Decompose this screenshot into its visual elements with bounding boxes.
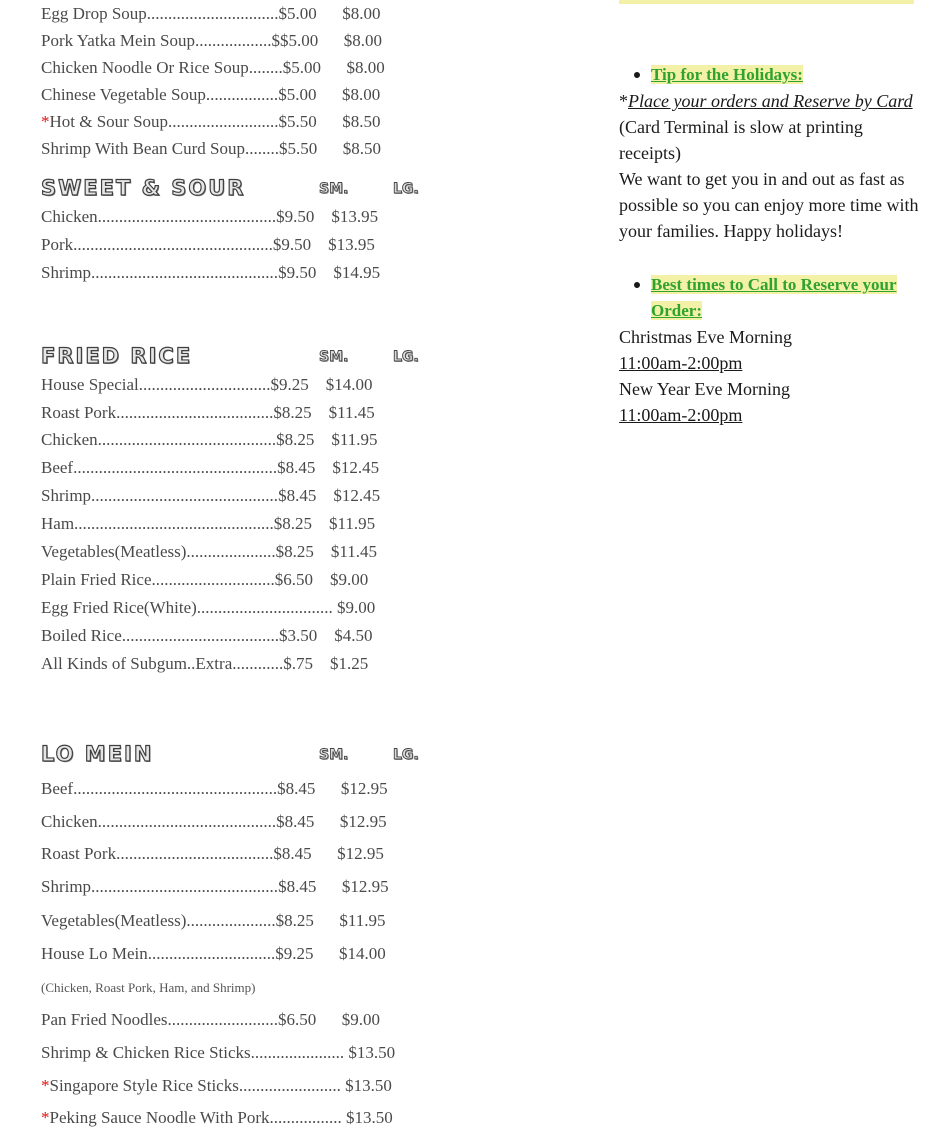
menu-item-row	[41, 911, 386, 931]
item-name: Chicken..........................................	[41, 812, 277, 831]
item-name: Shrimp............................................	[41, 877, 279, 896]
spicy-star-icon: *	[41, 112, 50, 131]
menu-item-row	[41, 944, 386, 964]
large-price: $12.45	[333, 486, 381, 505]
menu-item-row	[41, 85, 380, 105]
menu-item-row	[41, 1108, 393, 1128]
large-price: $11.95	[331, 430, 378, 449]
item-name: Roast Pork.....................................	[41, 403, 274, 422]
menu-item-row	[41, 31, 382, 51]
small-price: $8.45	[273, 844, 312, 863]
item-name: Shrimp With Bean Curd Soup........	[41, 139, 279, 158]
item-name: Roast Pork.....................................	[41, 844, 274, 863]
time-2: 11:00am-2:00pm	[619, 405, 743, 425]
large-size-label: LG.	[393, 181, 419, 197]
item-name: House Special...............................	[41, 375, 271, 394]
small-price: $5.00	[278, 4, 317, 23]
menu-item-row	[41, 139, 381, 159]
small-size-label: SM.	[319, 747, 349, 763]
menu-item-row	[41, 458, 379, 478]
spicy-star-icon: *	[41, 1108, 50, 1127]
large-price: $11.45	[328, 403, 375, 422]
small-price: $9.25	[270, 375, 309, 394]
item-name: Plain Fried Rice.............................	[41, 570, 275, 589]
small-price: $9.25	[275, 944, 314, 963]
spicy-star-icon: *	[41, 1076, 50, 1095]
section-title: SWEET & SOUR	[41, 176, 246, 200]
large-price: $14.95	[333, 263, 381, 282]
best-times-list	[619, 324, 924, 428]
menu-item-row	[41, 844, 384, 864]
large-price: $8.00	[341, 85, 381, 104]
large-price: $13.50	[345, 1076, 392, 1095]
section-title: FRIED RICE	[41, 344, 193, 368]
day-2: New Year Eve Morning	[619, 379, 790, 399]
large-price: $12.95	[341, 877, 389, 896]
tip-text	[619, 88, 924, 244]
tip-heading: Tip for the Holidays:	[651, 65, 803, 84]
small-price: $8.25	[275, 911, 314, 930]
large-price: $8.00	[346, 58, 385, 77]
menu-item-row	[41, 570, 368, 590]
small-price: $5.00	[278, 85, 317, 104]
item-name: All Kinds of Subgum..Extra............	[41, 654, 284, 673]
menu-item-row	[41, 235, 375, 255]
small-price: $8.45	[278, 877, 317, 896]
item-name: Egg Fried Rice(White)................................	[41, 598, 333, 617]
best-times-heading: Best times to Call to Reserve your Order:	[651, 275, 897, 320]
item-name: Pork Yatka Mein Soup..................	[41, 31, 272, 50]
small-price: $3.50	[278, 626, 318, 645]
sweet-sour-header	[41, 176, 421, 204]
item-name: Chicken..........................................	[41, 207, 277, 226]
item-name: Egg Drop Soup...............................	[41, 4, 279, 23]
small-price: $8.45	[276, 812, 315, 831]
small-price: $8.45	[277, 458, 316, 477]
item-name: Shrimp & Chicken Rice Sticks......................	[41, 1043, 345, 1062]
large-price: $13.50	[348, 1043, 396, 1062]
lo-mein-header	[41, 742, 421, 770]
fried-rice-header	[41, 344, 421, 372]
item-name: Pan Fried Noodles..........................	[41, 1010, 279, 1029]
menu-item-row	[41, 4, 381, 24]
item-name: Peking Sauce Noodle With Pork.................	[49, 1108, 342, 1127]
large-price: $1.25	[330, 654, 369, 673]
large-price: $12.95	[339, 812, 387, 831]
large-price: $11.45	[330, 542, 378, 561]
tip-body: We want to get you in and out as fast as possible so you can enjoy more time with your families. Happy holidays!	[619, 169, 919, 241]
small-price: $$5.00	[271, 31, 319, 50]
large-price: $12.45	[332, 458, 380, 477]
menu-item-row	[41, 430, 378, 450]
small-price: $6.50	[274, 570, 313, 589]
large-price: $8.50	[342, 112, 381, 131]
menu-item-row	[41, 1010, 380, 1030]
item-name: Hot & Sour Soup..........................	[49, 112, 279, 131]
small-price: $9.50	[272, 235, 312, 254]
large-price: $12.95	[340, 779, 388, 798]
small-price: $8.25	[276, 430, 315, 449]
item-name: Pork...............................................	[41, 235, 273, 254]
large-price: $13.50	[345, 1108, 393, 1127]
large-price: $14.00	[325, 375, 373, 394]
clipped-highlight-strip	[619, 0, 914, 4]
large-price: $13.95	[331, 207, 379, 226]
item-name: Shrimp............................................	[41, 263, 279, 282]
item-name: Beef................................................	[41, 779, 278, 798]
item-name: House Lo Mein..............................	[41, 944, 276, 963]
small-price: $8.45	[278, 486, 317, 505]
large-price: $9.00	[341, 1010, 381, 1029]
menu-item-row	[41, 514, 375, 534]
tip-bullet	[619, 62, 929, 88]
large-price: $4.50	[334, 626, 373, 645]
menu-item-row	[41, 486, 380, 506]
large-size-label: LG.	[393, 349, 419, 365]
item-name: Vegetables(Meatless).....................	[41, 911, 276, 930]
section-title: LO MEIN	[41, 742, 154, 766]
small-price: $5.50	[278, 139, 318, 158]
item-name: Shrimp............................................	[41, 486, 279, 505]
item-name: Beef................................................	[41, 458, 278, 477]
large-price: $12.95	[337, 844, 384, 863]
tip-italic: Place your orders and Reserve by Card	[628, 91, 913, 111]
day-1: Christmas Eve Morning	[619, 327, 792, 347]
menu-item-row	[41, 626, 372, 646]
large-price: $11.95	[339, 911, 386, 930]
item-name: Boiled Rice.....................................	[41, 626, 279, 645]
item-name: Singapore Style Rice Sticks........................	[49, 1076, 341, 1095]
small-price: $9.50	[276, 207, 315, 226]
small-price: $8.25	[275, 542, 314, 561]
large-price: $11.95	[329, 514, 376, 533]
menu-item-row	[41, 542, 377, 562]
menu-item-row	[41, 779, 388, 799]
menu-item-row	[41, 877, 389, 897]
item-name: Chinese Vegetable Soup.................	[41, 85, 279, 104]
small-size-label: SM.	[319, 349, 349, 365]
menu-item-row	[41, 403, 375, 423]
large-price: $14.00	[338, 944, 386, 963]
small-price: $6.50	[278, 1010, 317, 1029]
large-price: $9.00	[329, 570, 369, 589]
menu-item-row	[41, 263, 380, 283]
item-name: Ham...............................................	[41, 514, 274, 533]
item-name: Chicken..........................................	[41, 430, 277, 449]
small-price: $8.25	[273, 403, 312, 422]
small-size-label: SM.	[319, 181, 349, 197]
item-name: Chicken Noodle Or Rice Soup........	[41, 58, 283, 77]
menu-item-row	[41, 375, 372, 395]
best-times-bullet	[619, 272, 929, 324]
small-price: $5.50	[278, 112, 317, 131]
large-price: $8.50	[342, 139, 381, 158]
large-price: $9.00	[337, 598, 376, 617]
small-price: $9.50	[278, 263, 317, 282]
large-price: $8.00	[342, 4, 381, 23]
large-price: $13.95	[328, 235, 375, 254]
menu-item-row	[41, 598, 375, 618]
small-price: $8.25	[273, 514, 313, 533]
time-1: 11:00am-2:00pm	[619, 353, 743, 373]
asterisk: *	[619, 91, 628, 111]
item-name: Vegetables(Meatless).....................	[41, 542, 276, 561]
house-lo-mein-note: (Chicken, Roast Pork, Ham, and Shrimp)	[41, 980, 256, 995]
menu-item-row	[41, 1043, 395, 1063]
large-size-label: LG.	[393, 747, 419, 763]
large-price: $8.00	[343, 31, 382, 50]
menu-item-row	[41, 1076, 392, 1096]
menu-item-row	[41, 654, 368, 674]
bullet-icon	[634, 72, 640, 78]
small-price: $5.00	[282, 58, 321, 77]
menu-item-row	[41, 207, 378, 227]
small-price: $.75	[283, 654, 313, 673]
bullet-icon	[634, 282, 640, 288]
small-price: $8.45	[277, 779, 316, 798]
menu-item-row	[41, 58, 385, 78]
menu-item-row	[41, 812, 387, 832]
menu-item-row	[41, 112, 381, 132]
tip-paren: (Card Terminal is slow at printing receipts)	[619, 117, 863, 163]
